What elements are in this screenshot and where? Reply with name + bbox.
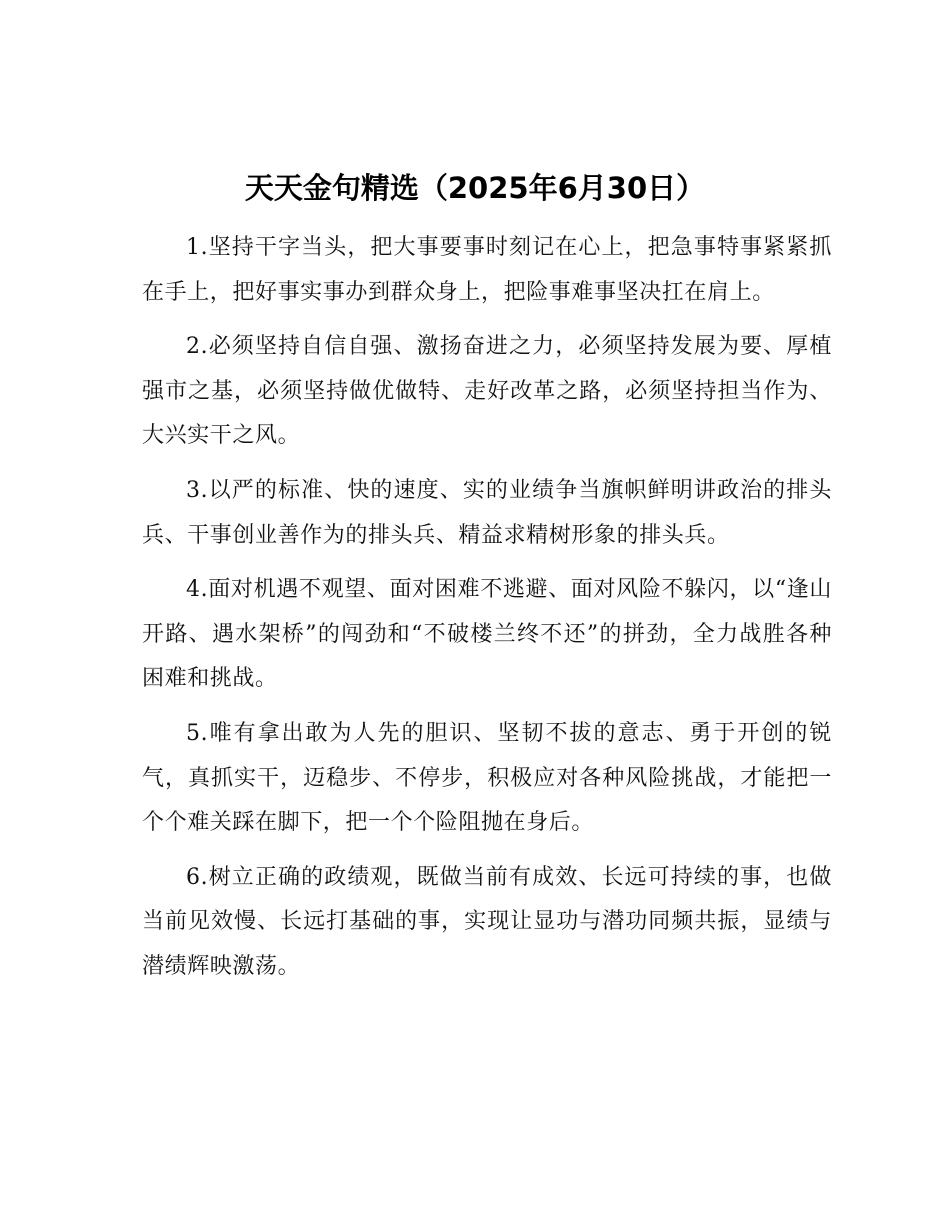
paragraph-4: 4.面对机遇不观望、面对困难不逃避、面对风险不躲闪，以“逢山开路、遇水架桥”的闯劲和“不破楼兰终不还”的拼劲，全力战胜各种困难和挑战。: [142, 577, 832, 692]
paragraph-3: 3.以严的标准、快的速度、实的业绩争当旗帜鲜明讲政治的排头兵、干事创业善作为的排头兵、精益求精树形象的排头兵。: [142, 477, 832, 548]
document-body: [142, 226, 832, 1000]
document-title: 天天金句精选（2025年6月30日）: [244, 171, 706, 205]
paragraph-2: 2.必须坚持自信自强、激扬奋进之力，必须坚持发展为要、厚植强市之基，必须坚持做优做特、走好改革之路，必须坚持担当作为、大兴实干之风。: [142, 334, 832, 449]
paragraph-6: 6.树立正确的政绩观，既做当前有成效、长远可持续的事，也做当前见效慢、长远打基础的事，实现让显功与潜功同频共振，显绩与潜绩辉映激荡。: [142, 864, 832, 979]
paragraph-1: 1.坚持干字当头，把大事要事时刻记在心上，把急事特事紧紧抓在手上，把好事实事办到群众身上，把险事难事坚决扛在肩上。: [142, 235, 832, 305]
paragraph-5: 5.唯有拿出敢为人先的胆识、坚韧不拔的意志、勇于开创的锐气，真抓实干，迈稳步、不停步，积极应对各种风险挑战，才能把一个个难关踩在脚下，把一个个险阻抛在身后。: [142, 720, 832, 836]
